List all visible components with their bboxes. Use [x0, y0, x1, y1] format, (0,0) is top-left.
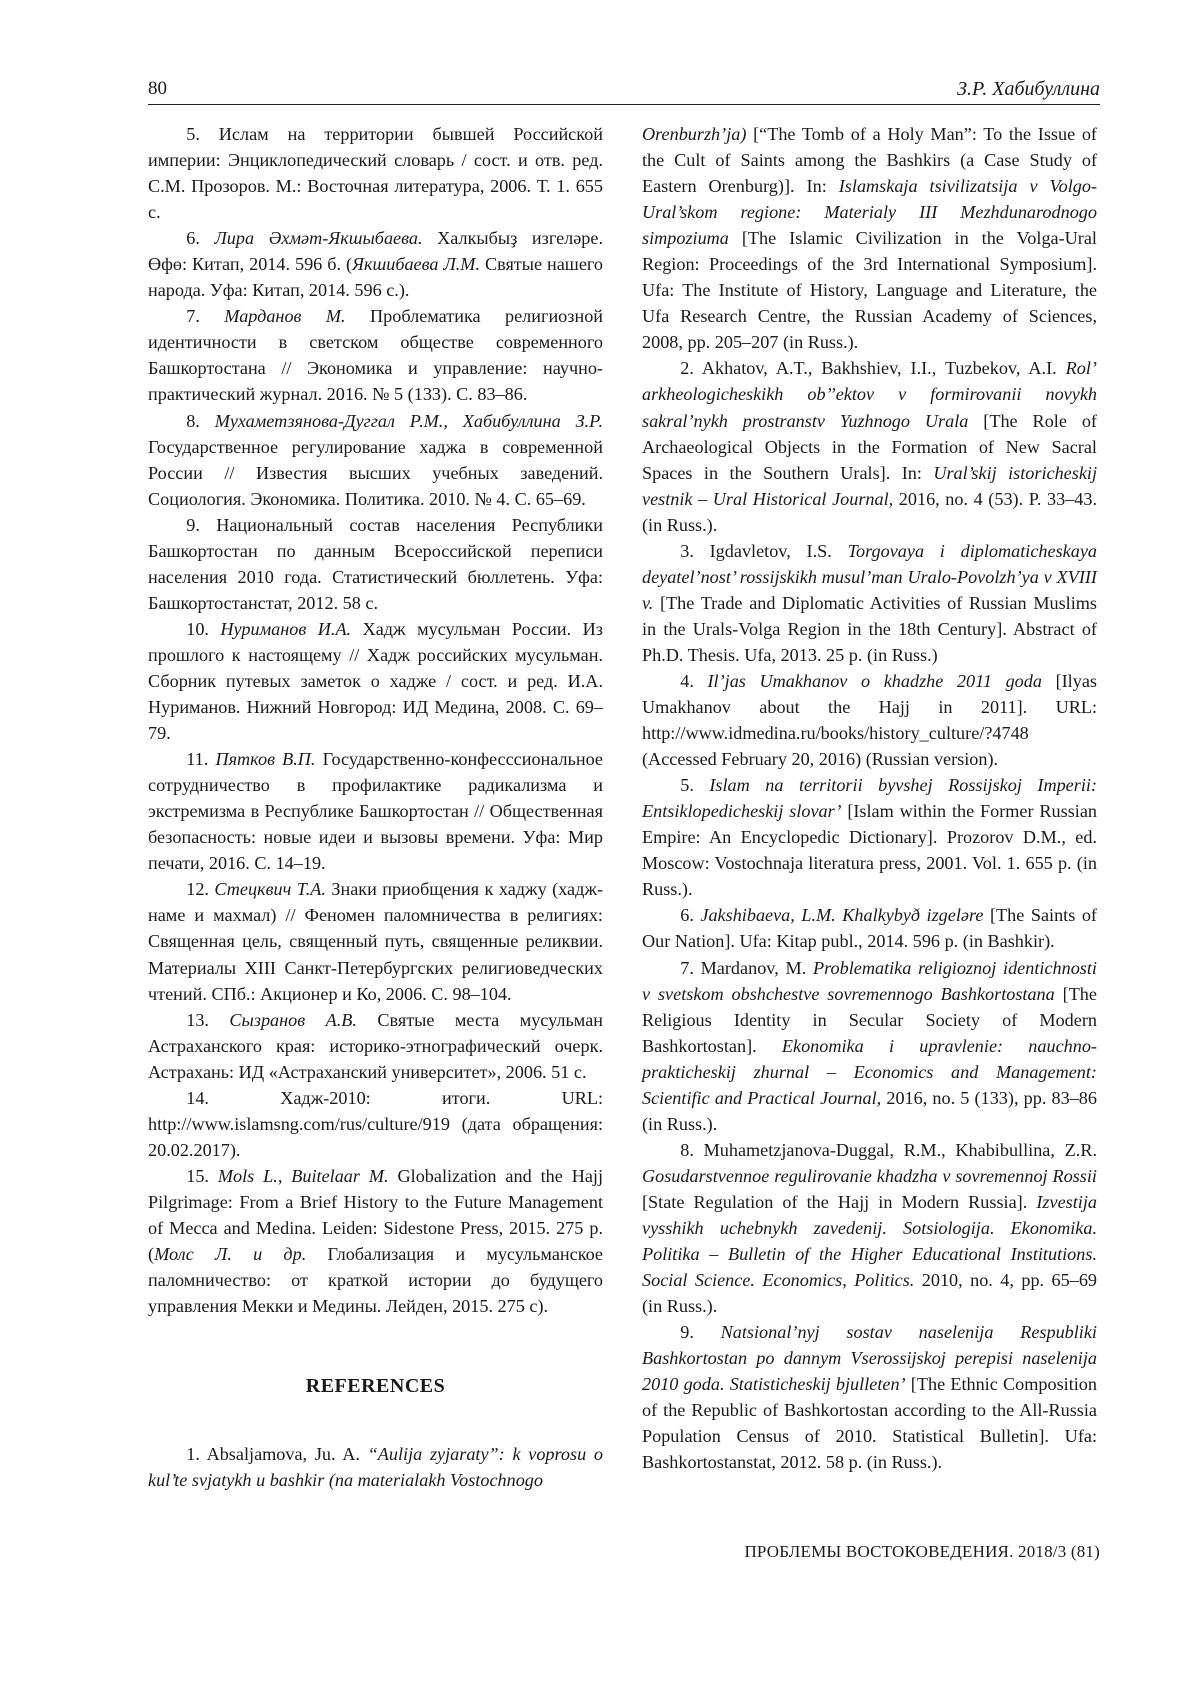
reference-text: 14. Хадж-2010: итоги. URL: http://www.islamsng.com/rus/culture/919 (дата обращения: 20.02.2017). — [148, 1087, 603, 1160]
reference-text: , — [842, 1270, 855, 1291]
reference-italic-text: Мухаметзянова-Дуггал Р.М., Хабибуллина З.Р. — [214, 410, 604, 431]
reference-italic-text: Natsional’nyj sostav naselenija Respubliki Bashkortostan po dannym Vserossijskoj perepisi naselenija 2010 goda. Statisticheskij bjulleten’ — [642, 1322, 1097, 1395]
reference-italic-text: Islamskaja tsivilizatsija v Volgo-Ural’skom regione: Materialy III Mezhdunarodnogo simpoziuma — [642, 176, 1098, 249]
reference-italic-text: Сызранов А.В. — [229, 1009, 357, 1030]
reference-entry — [642, 1137, 1097, 1319]
reference-text: 5. Ислам на территории бывшей Российской империи: Энциклопедический словарь / сост. и отв. ред. С.М. Прозоров. М.: Восточная литература, 2006. Т. 1. 655 с. — [148, 124, 603, 223]
reference-text: , 2016, no. 5 (133), pp. 83–86 (in Russ.). — [642, 1087, 1097, 1134]
reference-entry — [148, 746, 603, 876]
reference-text: 7. — [186, 306, 225, 327]
reference-text: Проблематика религиозной идентичности в светском обществе современного Башкортостана // Экономика и управление: научно-практический журнал. 2016. № 5 (133). С. 83–86. — [148, 306, 604, 405]
reference-italic-text: Orenburzh’ja) — [642, 124, 747, 144]
reference-text: 15. — [186, 1165, 218, 1186]
reference-text: Globalization and the Hajj Pilgrimage: From a Brief History to the Future Management of Mecca and Medina. Leiden: Sidestone Press, 2015. 275 p. ( — [148, 1165, 604, 1265]
page-number: 80 — [148, 78, 167, 99]
reference-text: [Ilyas Umakhanov about the Hajj in 2011]. URL: http://www.idmedina.ru/books/history_culture/?4748 (Accessed February 20, 2016) (Russian version). — [642, 670, 1097, 770]
reference-text: Глобализация и мусульманское паломничество: от краткой истории до будущего управления Мекки и Медины. Лейден, 2015. 275 с). — [148, 1244, 603, 1317]
reference-text: 9. Национальный состав населения Республики Башкортостан по данным Всероссийской переписи населения 2010 года. Статистический бюллетень. Уфа: Башкортостанстат, 2012. 58 с. — [148, 514, 603, 613]
reference-italic-text: Mols L., Buitelaar M. — [217, 1165, 389, 1186]
reference-entry — [148, 408, 603, 512]
reference-entry — [642, 668, 1097, 772]
reference-entry — [148, 876, 603, 1006]
reference-text: 8. — [186, 410, 215, 431]
russian-references — [148, 121, 603, 1319]
reference-text: 3. Igdavletov, I.S. — [680, 540, 848, 561]
reference-text: [State Regulation of the Hajj in Modern Russia]. — [642, 1191, 1037, 1212]
reference-text: 2010, no. 4, pp. 65–69 (in Russ.). — [642, 1270, 1098, 1317]
reference-italic-text: Islam na territorii byvshej Rossijskoj Imperii: Entsiklopedicheskij slovar’ — [642, 775, 1097, 822]
right-column — [642, 121, 1097, 1475]
reference-entry — [148, 616, 603, 746]
reference-entry — [148, 512, 603, 616]
reference-text: [Islam within the Former Russian Empire: An Encyclopedic Dictionary]. Prozorov D.M., ed. Moscow: Vostochnaja literatura press, 2001. Vol. 1. 655 p. (in Russ.). — [642, 801, 1097, 900]
reference-entry — [642, 902, 1097, 954]
reference-text: [The Islamic Civilization in the Volga-Ural Region: Proceedings of the 3rd International Symposium]. Ufa: The Institute of History, Language and Literature, the Ufa Research Centre, the Russian Academy of Sciences, 2008, pp. 205–207 (in Russ.). — [642, 228, 1097, 353]
reference-text: 8. Muhametzjanova-Duggal, R.M., Khabibullina, Z.R. — [680, 1139, 1097, 1160]
reference-entry — [148, 1007, 603, 1085]
reference-text: Государственно-конфесссиональное сотрудничество в профилактике радикализма и экстремизма в Республике Башкортостан // Общественная безопасность: новые идеи и вызовы времени. Уфа: Мир печати, 2016. С. 14–19. — [148, 749, 604, 874]
running-title: З.Р. Хабибуллина — [957, 78, 1100, 100]
reference-text: [The Role of Archaeological Objects in the Formation of New Sacral Spaces in the Southern Urals]. In: — [642, 410, 1097, 483]
reference-italic-text: Torgovaya i diplomaticheskaya deyatel’nost’ rossijskikh musul’man Uralo-Povolzh’ya v XVIII v. — [642, 540, 1097, 613]
reference-italic-text: Нуриманов И.А. — [220, 618, 352, 639]
reference-italic-text: Jakshibaeva, L.M. Khalkybyð izgelәre — [700, 905, 984, 926]
reference-entry — [642, 121, 1097, 355]
reference-text: 7. Mardanov, M. — [680, 957, 814, 978]
reference-italic-text: Il’jas Umakhanov o khadzhe 2011 goda — [707, 670, 1042, 691]
reference-text: 6. — [186, 228, 215, 249]
reference-italic-text: Gosudarstvennoe regulirovanie khadzha v sovremennoj Rossii — [642, 1165, 1097, 1186]
reference-text: 4. — [680, 670, 708, 691]
reference-text: 9. — [680, 1322, 721, 1343]
references-heading: REFERENCES — [305, 1375, 446, 1398]
journal-footer: ПРОБЛЕМЫ ВОСТОКОВЕДЕНИЯ. 2018/3 (81) — [744, 1542, 1100, 1561]
reference-entry — [148, 1085, 603, 1163]
reference-text: Государственное регулирование хаджа в современной России // Известия высших учебных заведений. Социология. Экономика. Политика. 2010. № 4. С. 65–69. — [148, 436, 603, 509]
reference-text: 2. Akhatov, A.T., Bakhshiev, I.I., Tuzbekov, A.I. — [680, 358, 1066, 379]
reference-entry — [148, 1441, 603, 1493]
reference-italic-text: “Aulija zyjaraty”: k voprosu o kul’te svjatykh u bashkir (na materialakh Vostochnogo — [148, 1444, 604, 1491]
left-column — [148, 121, 603, 1493]
reference-text: [“The Tomb of a Holy Man”: To the Issue of the Cult of Saints among the Bashkirs (a Case Study of Eastern Orenburg)]. In: — [642, 124, 1097, 197]
reference-italic-text: Молс Л. и др. — [154, 1244, 307, 1265]
reference-text: 13. — [186, 1009, 230, 1030]
reference-italic-text: Стецквич Т.А. — [214, 879, 326, 900]
reference-text: 11. — [186, 749, 216, 770]
reference-text: Халкыбыҙ изгеләре. Өфө: Китап, 2014. 596 б. ( — [148, 228, 604, 275]
reference-text: Хадж мусульман России. Из прошлого к настоящему // Хадж российских мусульман. Сборник путевых заметок о хадже / сост. и ред. И.А. Нуриманов. Нижний Новгород: ИД Медина, 2008. С. 69–79. — [148, 618, 603, 744]
reference-italic-text: Izvestija vysshikh uchebnykh zavedenij. Sotsiologija. Ekonomika. Politika – Bulletin of the Higher Educational Institutions. Social Science. Economics — [642, 1191, 1097, 1291]
reference-text: 1. Absaljamova, Ju. A. — [186, 1444, 368, 1465]
reference-entry — [642, 1319, 1097, 1475]
reference-text: Знаки приобщения к хаджу (хадж-наме и махмал) // Феномен паломничества в религиях: Священная цель, священный путь, священные реликвии. Материалы XIII Санкт-Петербургских религиоведческих чтений. СПб.: Акционер и Ко, 2006. С. 98–104. — [148, 879, 603, 1004]
reference-italic-text: Марданов М. — [224, 306, 346, 327]
reference-text: [The Saints of Our Nation]. Ufa: Kitap publ., 2014. 596 p. (in Bashkir). — [642, 905, 1097, 952]
reference-text: 2016, no. 4 (53). P. 33–43. (in Russ.). — [642, 488, 1097, 535]
reference-entry — [148, 225, 603, 303]
reference-entry — [148, 121, 603, 225]
header-rule — [148, 104, 1100, 105]
reference-entry — [148, 303, 603, 407]
reference-text: 10. — [186, 618, 221, 639]
reference-text: 6. — [680, 905, 701, 926]
reference-italic-text: Ural’skij istoricheskij vestnik – Ural Historical Journal, — [642, 462, 1098, 509]
reference-text: [The Ethnic Composition of the Republic of Bashkortostan according to the All-Russia Population Census of 2010. Statistical Bulletin]. Ufa: Bashkortostanstat, 2012. 58 p. (in Russ.). — [642, 1374, 1097, 1473]
reference-text: 12. — [186, 879, 215, 900]
reference-entry — [148, 1163, 603, 1319]
reference-text: 5. — [680, 775, 710, 796]
reference-italic-text: Politics. — [854, 1270, 915, 1291]
reference-italic-text: Лира Әхмәт-Якшыбаева. — [214, 228, 423, 249]
reference-text: Святые нашего народа. Уфа: Китап, 2014. 596 с.). — [148, 254, 603, 301]
reference-entry — [642, 538, 1097, 668]
reference-italic-text: Problematika religioznoj identichnosti v svetskom obshchestve sovremennogo Bashkortostana — [642, 957, 1097, 1004]
reference-text: [The Religious Identity in Secular Society of Modern Bashkortostan]. — [642, 983, 1097, 1056]
reference-entry — [642, 955, 1097, 1137]
english-references — [642, 121, 1097, 1475]
reference-entry — [642, 772, 1097, 902]
reference-text: [The Trade and Diplomatic Activities of Russian Muslims in the Urals-Volga Region in the 18th Century]. Abstract of Ph.D. Thesis. Ufa, 2013. 25 p. (in Russ.) — [642, 592, 1097, 665]
reference-italic-text: Ekonomika i upravlenie: nauchno-prakticheskij zhurnal – Economics and Management: Scientific and Practical Journal — [642, 1035, 1097, 1108]
english-references-start — [148, 1441, 603, 1493]
reference-italic-text: Якшибаева Л.М. — [352, 254, 481, 275]
reference-entry — [642, 355, 1097, 537]
reference-italic-text: Rol’ arkheologicheskikh ob’’ektov v formirovanii novykh sakral’nykh prostranstv Yuzhnogo Urala — [642, 358, 1097, 431]
reference-text: Святые места мусульман Астраханского края: историко-этнографический очерк. Астрахань: ИД «Астраханский университет», 2006. 51 с. — [148, 1009, 603, 1082]
reference-italic-text: Пятков В.П. — [215, 749, 316, 770]
